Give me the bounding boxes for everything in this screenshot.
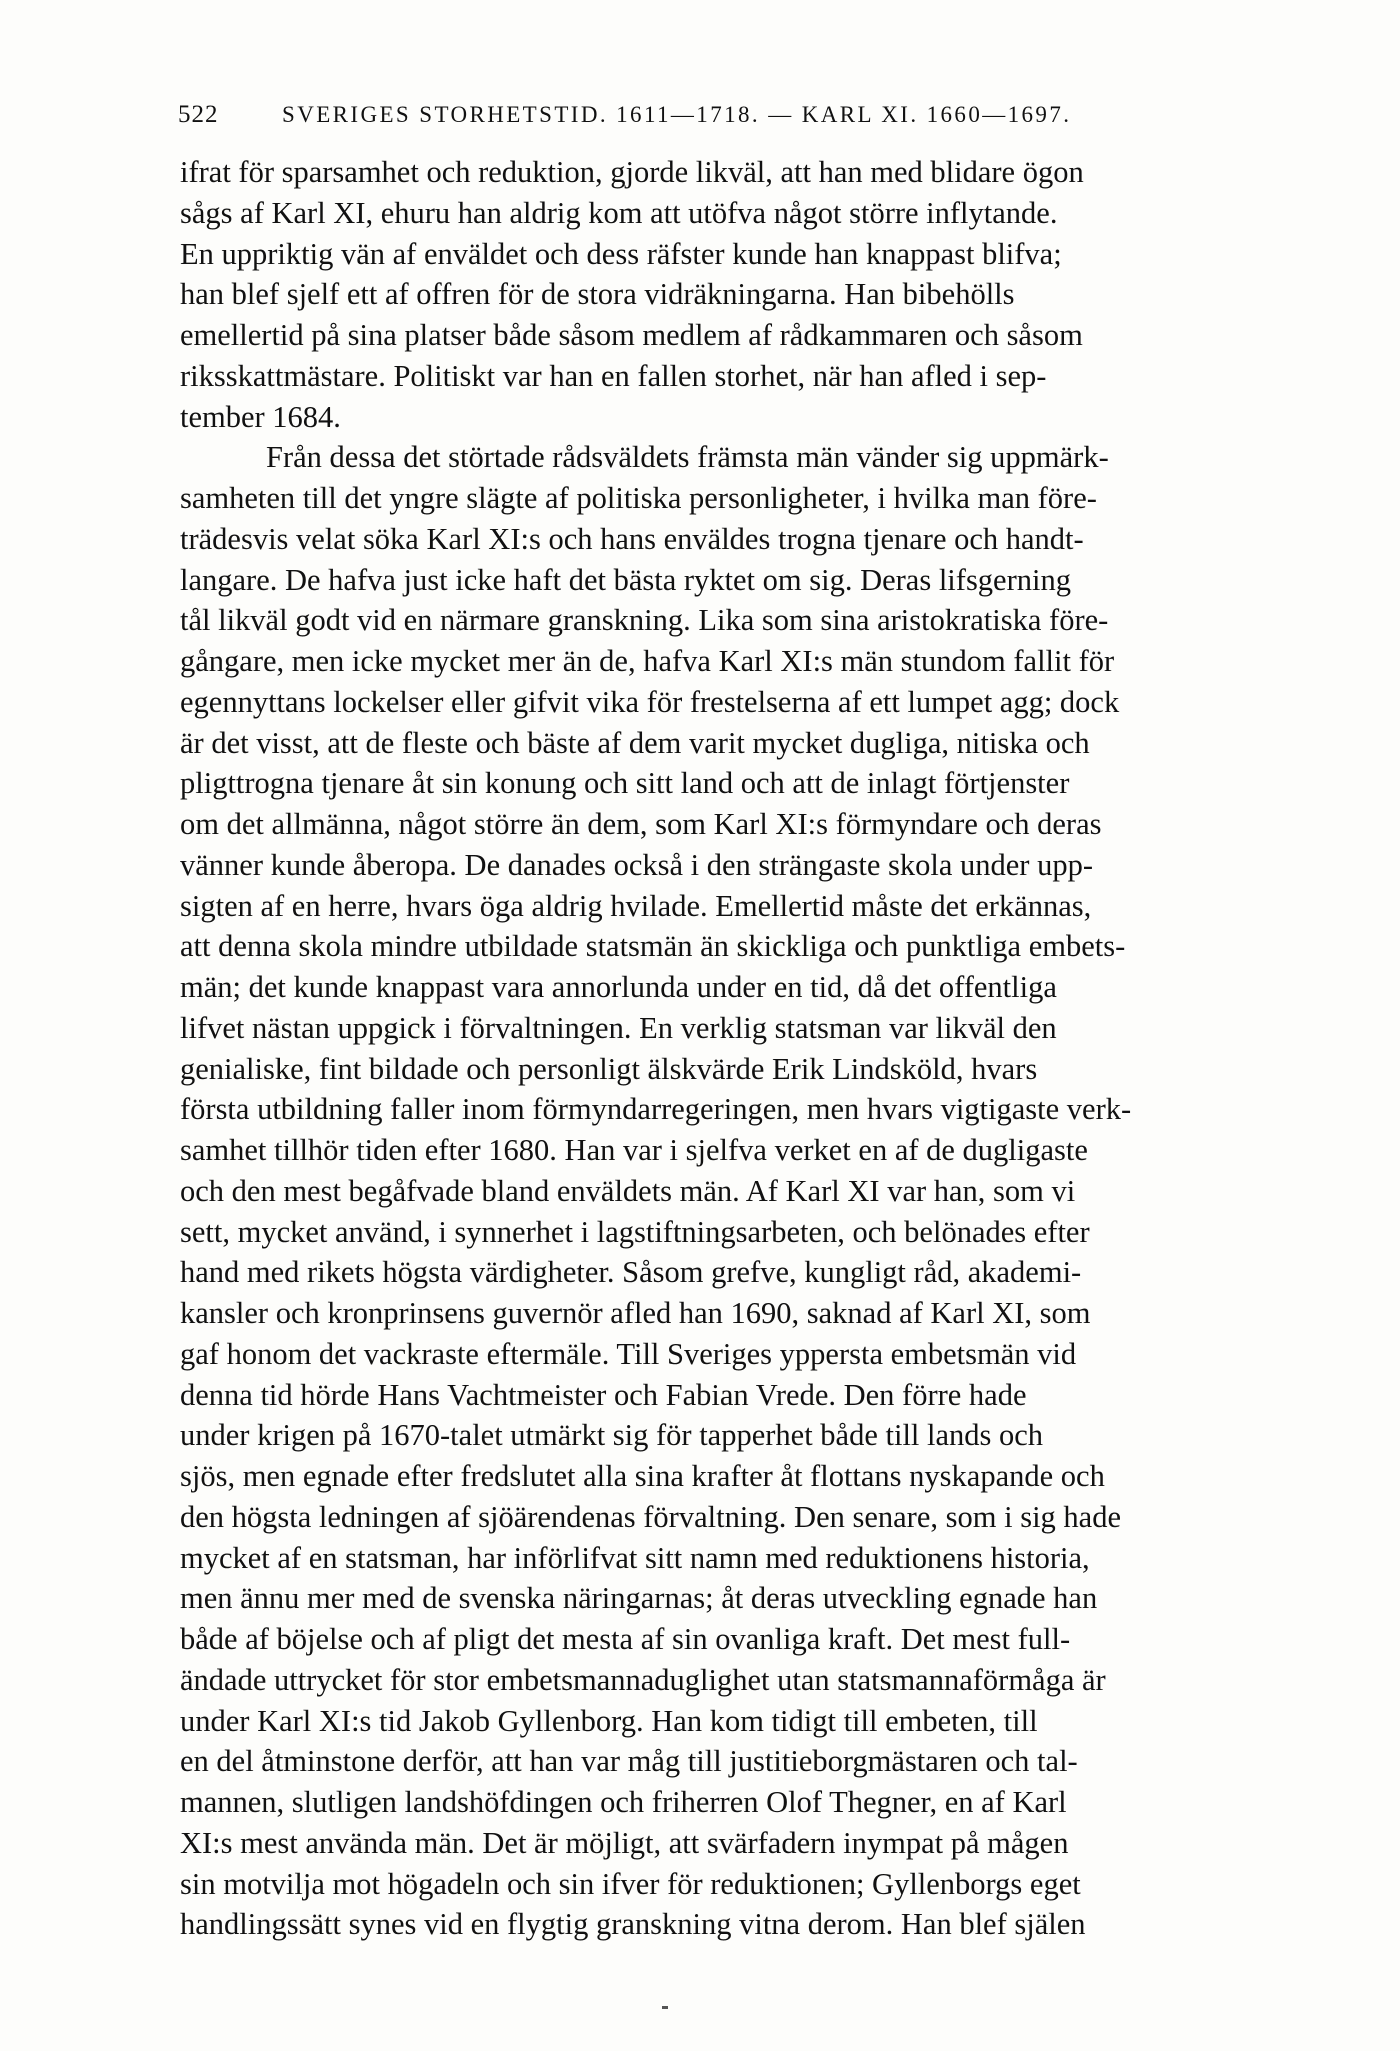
page-header — [178, 101, 1238, 141]
text-line: under Karl XI:s tid Jakob Gyllenborg. Han kom tidigt till embeten, till — [180, 1703, 1038, 1738]
text-line: sågs af Karl XI, ehuru han aldrig kom att utöfva något större inflytande. — [180, 195, 1058, 230]
print-speck — [662, 2006, 668, 2009]
text-line: En uppriktig vän af enväldet och dess räfster kunde han knappast blifva; — [180, 236, 1062, 271]
text-line: första utbildning faller inom förmyndarregeringen, men hvars vigtigaste verk- — [180, 1092, 1132, 1127]
running-title: SVERIGES STORHETSTID. 1611—1718. — KARL XI. 1660—1697. — [282, 102, 1072, 127]
text-line: sett, mycket använd, i synnerhet i lagstiftningsarbeten, och belönades efter — [180, 1214, 1090, 1249]
text-line: är det visst, att de fleste och bäste af dem varit mycket dugliga, nitiska och — [180, 725, 1090, 760]
text-line: sigten af en herre, hvars öga aldrig hvilade. Emellertid måste det erkännas, — [180, 888, 1092, 923]
text-line: sin motvilja mot högadeln och sin ifver för reduktionen; Gyllenborgs eget — [180, 1866, 1081, 1901]
text-line: lifvet nästan uppgick i förvaltningen. En verklig statsman var likväl den — [180, 1010, 1057, 1045]
text-line: pligttrogna tjenare åt sin konung och sitt land och att de inlagt förtjenster — [180, 766, 1070, 801]
text-line: handlingssätt synes vid en flygtig granskning vitna derom. Han blef själen — [180, 1907, 1086, 1942]
text-line: sjös, men egnade efter fredslutet alla sina krafter åt flottans nyskapande och — [180, 1459, 1105, 1493]
text-line: att denna skola mindre utbildade statsmän än skickliga och punktliga embets- — [180, 929, 1126, 964]
text-line: vänner kunde åberopa. De danades också i den strängaste skola under upp- — [180, 847, 1093, 882]
body-text — [180, 152, 1360, 1945]
text-line: kansler och kronprinsens guvernör afled han 1690, saknad af Karl XI, som — [180, 1296, 1091, 1330]
text-line: trädesvis velat söka Karl XI:s och hans enväldes trogna tjenare och handt- — [180, 521, 1084, 556]
text-line: XI:s mest använda män. Det är möjligt, att svärfadern inympat på mågen — [180, 1825, 1069, 1860]
text-line: mycket af en statsman, har införlifvat sitt namn med reduktionens historia, — [180, 1540, 1090, 1575]
text-line: ändade uttrycket för stor embetsmannaduglighet utan statsmannaförmåga är — [180, 1662, 1106, 1697]
text-line: langare. De hafva just icke haft det bästa ryktet om sig. Deras lifsgerning — [180, 562, 1071, 597]
text-line: genialiske, fint bildade och personligt älskvärde Erik Lindsköld, hvars — [180, 1051, 1038, 1086]
text-line: tember 1684. — [180, 399, 341, 434]
text-line: samheten till det yngre slägte af politiska personligheter, i hvilka man före- — [180, 481, 1097, 515]
page-number: 522 — [178, 101, 219, 128]
text-line: denna tid hörde Hans Vachtmeister och Fabian Vrede. Den förre hade — [180, 1377, 1027, 1412]
text-line: men ännu mer med de svenska näringarnas; åt deras utveckling egnade han — [180, 1581, 1098, 1616]
text-line: emellertid på sina platser både såsom medlem af rådkammaren och såsom — [180, 318, 1083, 352]
text-line: tål likväl godt vid en närmare granskning. Lika som sina aristokratiska före- — [180, 603, 1109, 638]
text-line: under krigen på 1670-talet utmärkt sig för tapperhet både till lands och — [180, 1418, 1044, 1453]
text-line: mannen, slutligen landshöfdingen och friherren Olof Thegner, en af Karl — [180, 1785, 1067, 1819]
text-line: män; det kunde knappast vara annorlunda under en tid, då det offentliga — [180, 970, 1057, 1004]
text-line: om det allmänna, något större än dem, som Karl XI:s förmyndare och deras — [180, 807, 1102, 841]
text-line: ifrat för sparsamhet och reduktion, gjorde likväl, att han med blidare ögon — [180, 155, 1084, 189]
text-line: hand med rikets högsta värdigheter. Såsom grefve, kungligt råd, akademi- — [180, 1255, 1082, 1290]
text-line: gaf honom det vackraste eftermäle. Till Sveriges yppersta embetsmän vid — [180, 1336, 1077, 1371]
text-line: den högsta ledningen af sjöärendenas förvaltning. Den senare, som i sig hade — [180, 1499, 1121, 1534]
paragraph-start-line: Från dessa det störtade rådsväldets främsta män vänder sig uppmärk- — [266, 440, 1109, 475]
text-line: och den mest begåfvade bland enväldets män. Af Karl XI var han, som vi — [180, 1173, 1076, 1208]
text-line: både af böjelse och af pligt det mesta af sin ovanliga kraft. Det mest full- — [180, 1622, 1071, 1656]
text-line: han blef sjelf ett af offren för de stora vidräkningarna. Han bibehölls — [180, 277, 1015, 312]
text-line: riksskattmästare. Politiskt var han en fallen storhet, när han afled i sep- — [180, 358, 1047, 393]
text-line: gångare, men icke mycket mer än de, hafva Karl XI:s män stundom fallit för — [180, 644, 1115, 678]
text-line: egennyttans lockelser eller gifvit vika för frestelserna af ett lumpet agg; dock — [180, 684, 1120, 719]
text-line: en del åtminstone derför, att han var måg till justitieborgmästaren och tal- — [180, 1744, 1078, 1779]
text-line: samhet tillhör tiden efter 1680. Han var i sjelfva verket en af de dugligaste — [180, 1133, 1088, 1167]
